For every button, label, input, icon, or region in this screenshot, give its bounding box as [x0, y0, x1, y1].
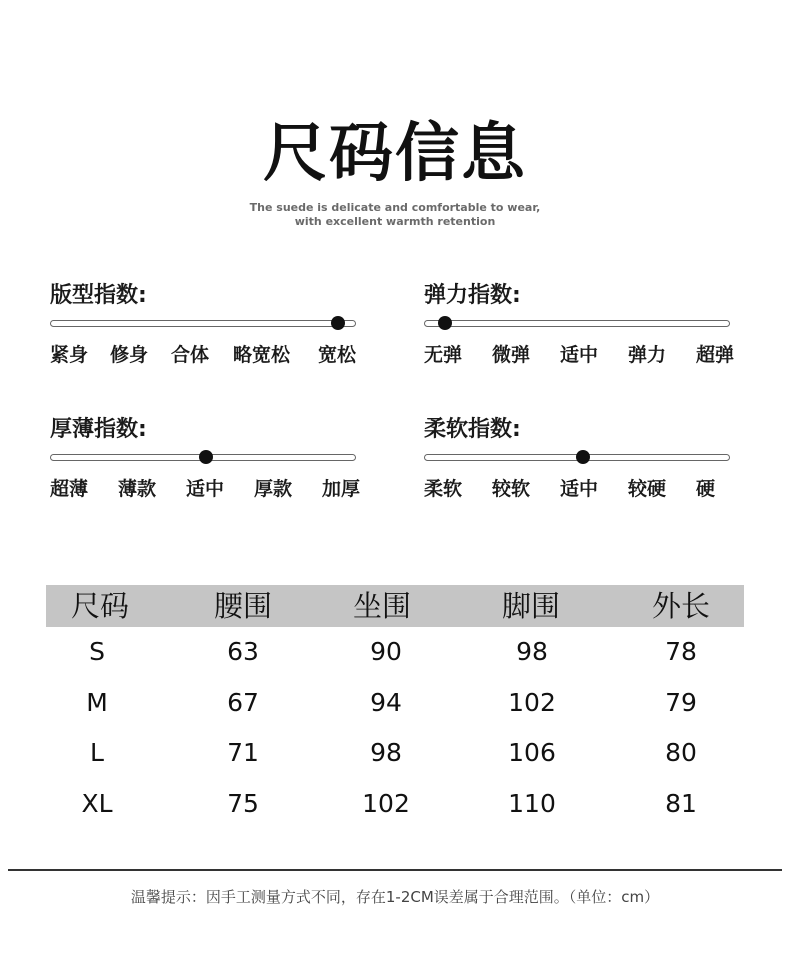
elasticity-index-options: [424, 340, 744, 366]
elasticity-index-label: 弹力指数:: [424, 283, 521, 308]
cell-waist: 71: [227, 738, 259, 767]
cell-outseam: 79: [665, 687, 697, 717]
elasticity-index-marker: [438, 316, 452, 330]
page-title: 尺码信息: [263, 117, 527, 191]
table-row: [46, 678, 744, 729]
fit-index-marker: [331, 316, 345, 330]
cell-hip: 102: [362, 788, 410, 818]
size-table: [46, 585, 744, 829]
softness-option: 硬: [696, 478, 716, 500]
cell-leg-opening: 98: [516, 637, 548, 666]
cell-size: XL: [81, 788, 113, 818]
thickness-index-options: [50, 474, 370, 500]
fit-option: 修身: [110, 344, 149, 366]
softness-option: 柔软: [424, 478, 463, 500]
fit-index-track: [50, 320, 356, 327]
cell-waist: 67: [227, 687, 259, 717]
thickness-option: 超薄: [50, 478, 89, 500]
softness-option: 较软: [492, 478, 531, 500]
cell-hip: 90: [370, 637, 402, 666]
fit-option: 紧身: [50, 344, 89, 366]
page-subtitle: [0, 201, 790, 229]
fit-index-label: 版型指数:: [50, 283, 147, 308]
fit-index: [50, 281, 357, 366]
table-row: [46, 779, 744, 830]
cell-outseam: 81: [665, 788, 697, 818]
thickness-index: [50, 415, 361, 500]
elasticity-option: 超弹: [696, 344, 735, 366]
cell-hip: 94: [370, 687, 402, 717]
fit-option: 宽松: [318, 344, 357, 366]
elasticity-index: [424, 281, 735, 366]
cell-size: M: [86, 687, 108, 717]
cell-outseam: 80: [665, 738, 697, 767]
cell-size: S: [89, 637, 105, 666]
cell-size: L: [90, 738, 104, 767]
header-size: 尺码: [70, 589, 130, 623]
softness-option: 较硬: [628, 478, 667, 500]
thickness-option: 加厚: [322, 478, 361, 500]
thickness-option: 适中: [186, 478, 225, 500]
softness-index-marker: [576, 450, 590, 464]
subtitle-line-2: with excellent warmth retention: [294, 215, 496, 228]
measurement-note: 温馨提示：因手工测量方式不同，存在1-2CM误差属于合理范围。（单位：cm）: [130, 888, 660, 906]
cell-leg-opening: 102: [508, 687, 556, 717]
softness-index-options: [424, 474, 744, 500]
table-row: [46, 728, 744, 779]
elasticity-index-track: [424, 320, 730, 327]
fit-option: 略宽松: [233, 344, 291, 366]
thickness-option: 厚款: [254, 478, 293, 500]
cell-leg-opening: 106: [508, 738, 556, 767]
elasticity-option: 弹力: [628, 344, 667, 366]
header-leg-opening: 脚围: [501, 589, 561, 623]
thickness-index-marker: [199, 450, 213, 464]
cell-leg-opening: 110: [508, 788, 556, 818]
elasticity-option: 无弹: [424, 344, 463, 366]
thickness-option: 薄款: [118, 478, 157, 500]
cell-waist: 63: [227, 637, 259, 666]
elasticity-option: 微弹: [492, 344, 531, 366]
fit-option: 合体: [171, 344, 210, 366]
header-waist: 腰围: [213, 589, 273, 623]
table-row: [46, 627, 744, 678]
softness-option: 适中: [560, 478, 599, 500]
softness-index: [424, 415, 730, 500]
elasticity-option: 适中: [560, 344, 599, 366]
thickness-index-label: 厚薄指数:: [50, 417, 147, 442]
cell-outseam: 78: [665, 637, 697, 666]
fit-index-options: [50, 340, 370, 366]
table-header: [46, 585, 744, 627]
header-outseam: 外长: [651, 589, 711, 623]
subtitle-line-1: The suede is delicate and comfortable to wear,: [249, 201, 541, 214]
cell-hip: 98: [370, 738, 402, 767]
footer-divider: [8, 869, 782, 871]
cell-waist: 75: [227, 788, 259, 818]
header-hip: 坐围: [352, 589, 412, 623]
softness-index-label: 柔软指数:: [424, 417, 521, 442]
